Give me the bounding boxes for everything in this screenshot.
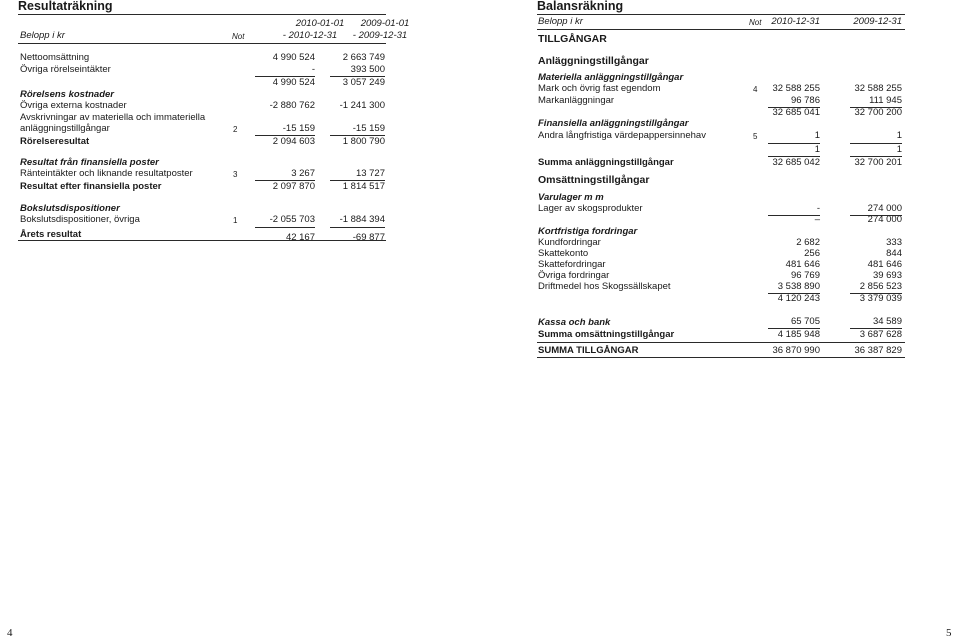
row-value-2009: 274 000 (867, 214, 902, 225)
date-2009-header: 2009-12-31 (853, 16, 902, 27)
row-value-2009: 481 646 (867, 259, 902, 270)
row-subsection-heading: Kortfristiga fordringar (538, 226, 638, 237)
row-section-heading: TILLGÅNGAR (538, 33, 607, 45)
row-total-label: Summa anläggningstillgångar (538, 157, 674, 168)
row-value-2009: -1 884 394 (339, 214, 385, 225)
row-label: Mark och övrig fast egendom (538, 83, 661, 94)
row-value-2009: 111 945 (869, 95, 902, 106)
row-label: Övriga externa kostnader (20, 100, 127, 111)
row-subsection-heading: Finansiella anläggningstillgångar (538, 118, 689, 129)
row-value-2009: 32 700 201 (854, 157, 902, 168)
row-value-2010: -2 880 762 (269, 100, 315, 111)
total-assets-label: SUMMA TILLGÅNGAR (538, 345, 639, 356)
row-label: Andra långfristiga värdepappersinnehav (538, 130, 706, 141)
row-value-2010: 3 538 890 (777, 281, 820, 292)
row-value-2010: 1 (814, 144, 820, 155)
row-value-2009: 844 (886, 248, 902, 259)
row-value-2009: 1 (896, 130, 902, 141)
row-value-2009: 333 (886, 237, 902, 248)
net-result-label: Årets resultat (20, 229, 82, 240)
row-subsection-heading: Kassa och bank (538, 317, 611, 328)
row-value-2009: 2 856 523 (859, 281, 902, 292)
row-value-2010: 1 (814, 130, 820, 141)
row-value-2010: 32 588 255 (772, 83, 820, 94)
row-value-2009: 34 589 (872, 316, 902, 327)
period-2009-start: 2009-01-01 (360, 18, 410, 29)
row-value-2009: 1 814 517 (342, 181, 385, 192)
row-total-label: Resultat efter finansiella poster (20, 181, 162, 192)
row-value-2010: 42 167 (285, 232, 315, 243)
net-result-rule (18, 240, 386, 241)
header-rule (537, 29, 905, 30)
row-value-2009: 32 588 255 (854, 83, 902, 94)
row-value-2009: 3 057 249 (342, 77, 385, 88)
row-value-2010: – (814, 214, 820, 225)
row-value-2010: 4 990 524 (272, 52, 315, 63)
row-value-2010: - (311, 64, 315, 75)
row-value-2009: 2 663 749 (342, 52, 385, 63)
row-label: Markanläggningar (538, 95, 615, 106)
row-value-2010: 4 120 243 (777, 293, 820, 304)
row-value-2010: 96 769 (790, 270, 820, 281)
row-value-2009: -1 241 300 (339, 100, 385, 111)
header-rule (18, 43, 386, 44)
row-value-2009: -15 159 (352, 123, 385, 134)
row-note: 4 (753, 85, 758, 94)
period-2009-end: - 2009-12-31 (352, 30, 408, 41)
row-value-2009: 1 800 790 (342, 136, 385, 147)
page-number-right: 5 (946, 627, 952, 639)
row-value-2010: 256 (804, 248, 820, 259)
row-value-2009: 393 500 (350, 64, 385, 75)
row-value-2010: 2 682 (796, 237, 820, 248)
row-note: 3 (233, 170, 238, 179)
total-rule (537, 357, 905, 358)
page-number-left: 4 (7, 627, 13, 639)
row-value-2010: 4 990 524 (272, 77, 315, 88)
title-rule (18, 14, 386, 15)
note-column-header: Not (232, 32, 245, 41)
row-value-2010: -2 055 703 (269, 214, 315, 225)
row-subsection-heading: Varulager m m (538, 192, 604, 203)
row-section-heading: Anläggningstillgångar (538, 55, 649, 67)
row-label: Avskrivningar av materiella och immateriella (20, 112, 206, 123)
row-value-2010: 96 786 (790, 95, 820, 106)
row-value-2009: 13 727 (355, 168, 385, 179)
row-section-heading: Omsättningstillgångar (538, 174, 650, 186)
row-value-2009: 3 687 628 (859, 329, 902, 340)
row-total-label: Summa omsättningstillgångar (538, 329, 675, 340)
row-value-2010: - (816, 203, 820, 214)
row-label: Skattekonto (538, 248, 589, 259)
row-value-2010: 2 094 603 (272, 136, 315, 147)
row-value-2009: 3 379 039 (859, 293, 902, 304)
row-value-2010: 2 097 870 (272, 181, 315, 192)
title-rule (537, 14, 905, 15)
row-value-2010: 481 646 (785, 259, 820, 270)
amount-unit-label: Belopp i kr (538, 16, 583, 27)
row-label: anläggningstillgångar (20, 123, 110, 134)
period-2010-end: - 2010-12-31 (282, 30, 338, 41)
subtotal-rule (330, 227, 385, 228)
row-label: Övriga fordringar (538, 270, 610, 281)
row-total-label: Rörelseresultat (20, 136, 90, 147)
total-rule (537, 342, 905, 343)
amount-unit-label: Belopp i kr (20, 30, 65, 41)
row-value-2010: 3 267 (291, 168, 315, 179)
row-note: 2 (233, 125, 238, 134)
row-label: Nettoomsättning (20, 52, 90, 63)
row-value-2009: 36 387 829 (854, 345, 902, 356)
row-value-2009: 39 693 (872, 270, 902, 281)
date-2010-header: 2010-12-31 (771, 16, 820, 27)
row-value-2010: 32 685 041 (772, 107, 820, 118)
row-label: Övriga rörelseintäkter (20, 64, 111, 75)
row-section-heading: Bokslutsdispositioner (20, 203, 120, 214)
balance-sheet-title: Balansräkning (537, 0, 624, 13)
period-2010-start: 2010-01-01 (295, 18, 345, 29)
row-value-2009: 274 000 (867, 203, 902, 214)
row-label: Lager av skogsprodukter (538, 203, 643, 214)
row-value-2010: 4 185 948 (777, 329, 820, 340)
row-label: Ränteintäkter och liknande resultatposter (20, 168, 193, 179)
row-label: Driftmedel hos Skogssällskapet (538, 281, 671, 292)
row-subsection-heading: Materiella anläggningstillgångar (538, 72, 684, 83)
row-label: Bokslutsdispositioner, övriga (20, 214, 140, 225)
note-column-header: Not (749, 18, 762, 27)
income-statement-title: Resultaträkning (18, 0, 113, 13)
row-note: 5 (753, 132, 758, 141)
row-value-2010: 36 870 990 (772, 345, 820, 356)
row-section-heading: Rörelsens kostnader (20, 89, 114, 100)
row-value-2009: -69 877 (352, 232, 385, 243)
row-value-2009: 1 (896, 144, 902, 155)
row-label: Skattefordringar (538, 259, 606, 270)
subtotal-rule (255, 227, 315, 228)
row-value-2010: -15 159 (282, 123, 315, 134)
row-value-2009: 32 700 200 (854, 107, 902, 118)
row-section-heading: Resultat från finansiella poster (20, 157, 159, 168)
row-value-2010: 65 705 (790, 316, 820, 327)
row-value-2010: 32 685 042 (772, 157, 820, 168)
row-label: Kundfordringar (538, 237, 601, 248)
row-note: 1 (233, 216, 238, 225)
